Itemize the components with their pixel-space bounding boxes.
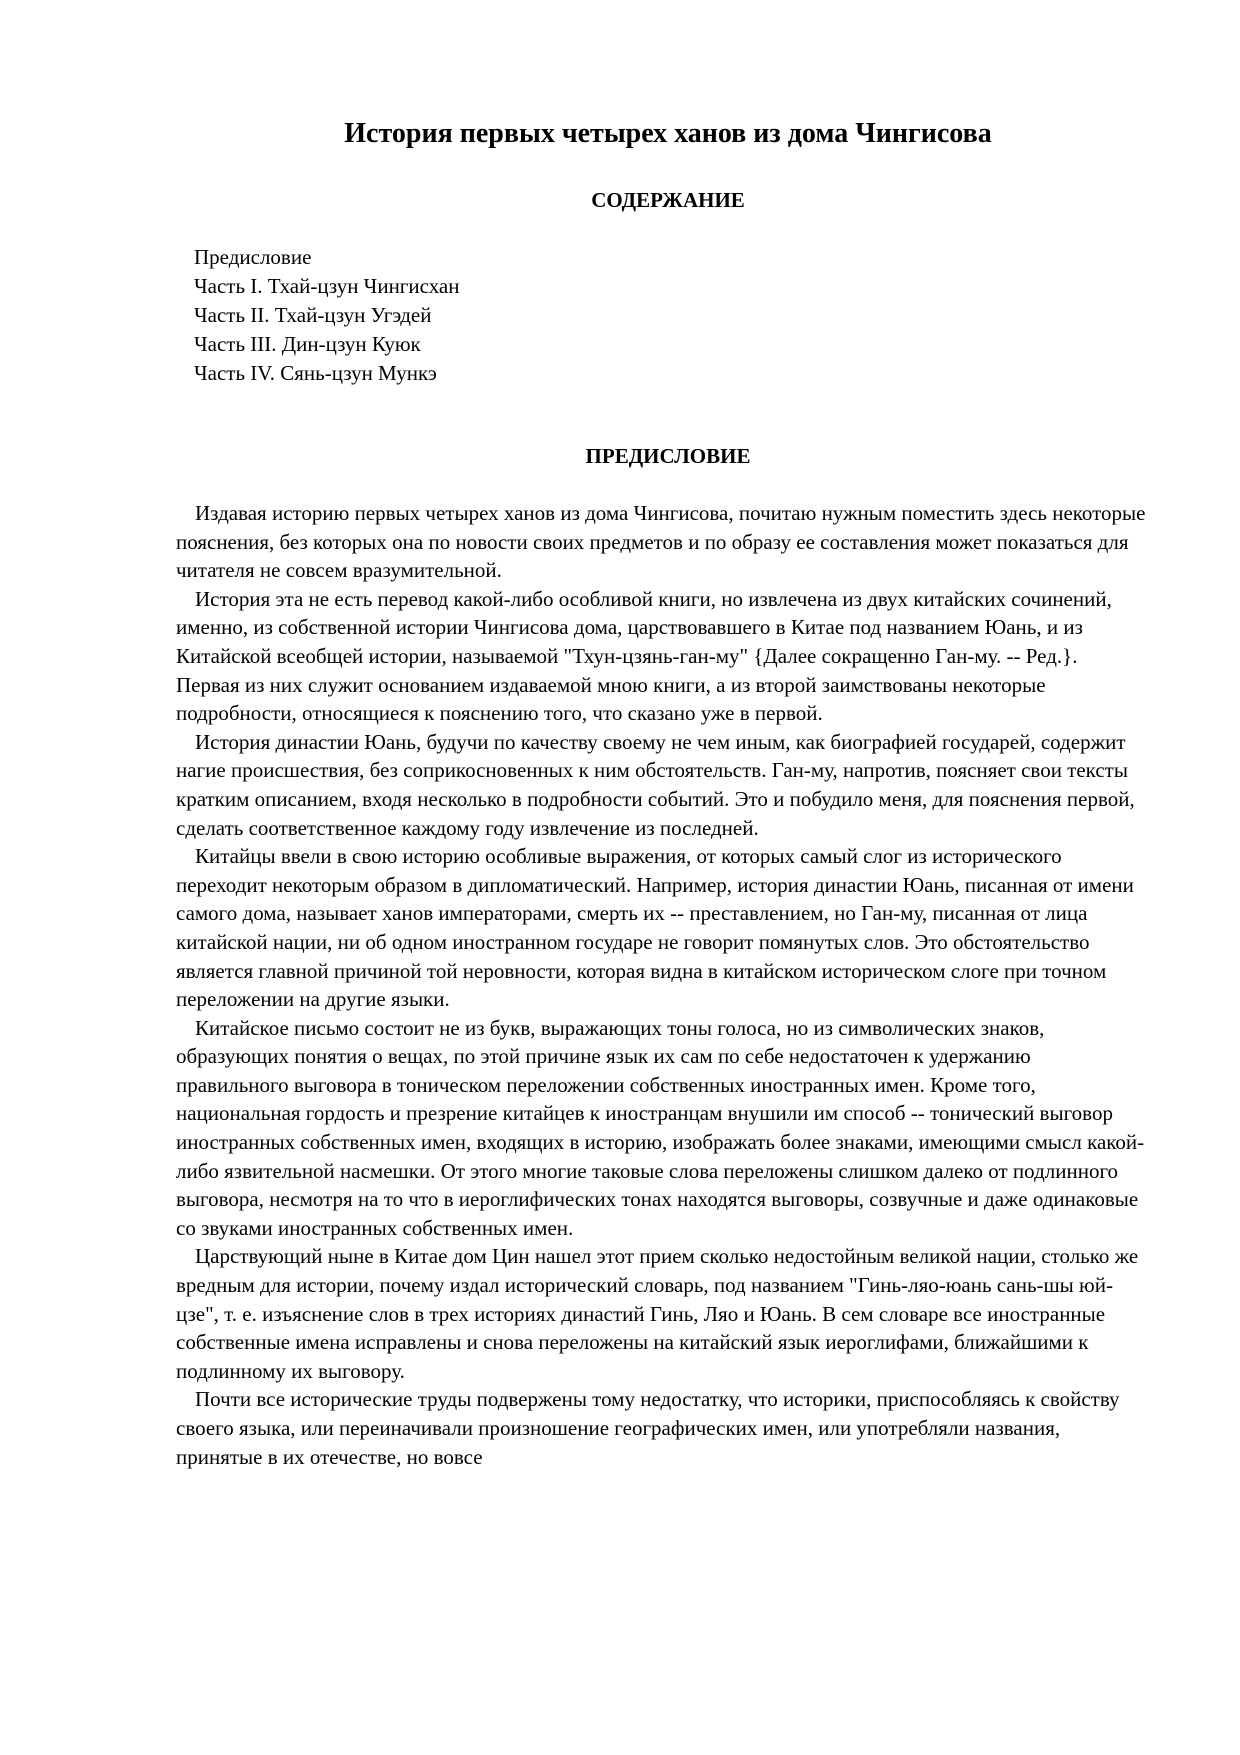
paragraph: Китайское письмо состоит не из букв, выражающих тоны голоса, но из символических знаков, образующих понятия о вещах, по этой причине язык их сам по себе недостаточен к удержанию правильного выговора в тоническом переложении собственных иностранных имен. Кроме того, национальная гордость и презрение китайцев к иностранцам внушили им способ -- тонический выговор иностранных собственных имен, входящих в историю, изображать более знаками, имеющими смысл какой-либо язвительной насмешки. От этого многие таковые слова переложены слишком далеко от подлинного выговора, несмотря на то что в иероглифических тонах находятся выговоры, созвучные и даже одинаковые со звуками иностранных собственных имен.	[176, 1015, 1145, 1240]
toc-item-part-1[interactable]: Часть I. Тхай-цзун Чингисхан	[194, 274, 460, 298]
table-of-contents	[194, 243, 459, 388]
toc-heading: СОДЕРЖАНИЕ	[591, 188, 745, 212]
toc-item-part-4[interactable]: Часть IV. Сянь-цзун Мункэ	[194, 361, 437, 385]
paragraph: Китайцы ввели в свою историю особливые выражения, от которых самый слог из исторического переходит некоторым образом в дипломатический. Например, история династии Юань, писанная от имени самого дома, называет ханов императорами, смерть их -- преставлением, но Ган-му, писанная от лица китайской нации, ни об одном иностранном государе не говорит помянутых слов. Это обстоятельство является главной причиной той неровности, которая видна в китайском историческом слоге при точном переложении на другие языки.	[176, 844, 1134, 1012]
preface-heading: ПРЕДИСЛОВИЕ	[585, 444, 751, 468]
toc-item-preface[interactable]: Предисловие	[194, 245, 312, 269]
paragraph: Почти все исторические труды подвержены тому недостатку, что историки, приспособляясь к свойству своего языка, или переиначивали произношение географических имен, или употребляли названия, принятые в их отечестве, но вовсе	[176, 1387, 1120, 1469]
paragraph: Издавая историю первых четырех ханов из дома Чингисова, почитаю нужным поместить здесь некоторые пояснения, без которых она по новости своих предметов и по образу ее составления может показаться для читателя не совсем вразумительной.	[176, 501, 1146, 583]
document-title: История первых четырех ханов из дома Чингисова	[344, 118, 992, 149]
paragraph: История династии Юань, будучи по качеству своему не чем иным, как биографией государей, содержит нагие происшествия, без соприкосновенных к ним обстоятельств. Ган-му, напротив, поясняет свои тексты кратким описанием, входя несколько в подробности событий. Это и побудило меня, для пояснения первой, сделать соответственное каждому году извлечение из последней.	[176, 729, 1135, 840]
toc-item-part-2[interactable]: Часть II. Тхай-цзун Угэдей	[194, 303, 432, 327]
toc-item-part-3[interactable]: Часть III. Дин-цзун Куюк	[194, 332, 421, 356]
preface-body	[176, 499, 1146, 1471]
paragraph: Царствующий ныне в Китае дом Цин нашел этот прием сколько недостойным великой нации, столько же вредным для истории, почему издал исторический словарь, под названием "Гинь-ляо-юань сань-шы юй-цзе", т. е. изъяснение слов в трех историях династий Гинь, Ляо и Юань. В сем словаре все иностранные собственные имена исправлены и снова переложены на китайский язык иероглифами, ближайшими к подлинному их выговору.	[176, 1244, 1139, 1383]
paragraph: История эта не есть перевод какой-либо особливой книги, но извлечена из двух китайских сочинений, именно, из собственной истории Чингисова дома, царствовавшего в Китае под названием Юань, и из Китайской всеобщей истории, называемой "Тхун-цзянь-ган-му" {Далее сокращенно Ган-му. -- Ред.}. Первая из них служит основанием издаваемой мною книги, а из второй заимствованы некоторые подробности, относящиеся к пояснению того, что сказано уже в первой.	[176, 586, 1112, 726]
